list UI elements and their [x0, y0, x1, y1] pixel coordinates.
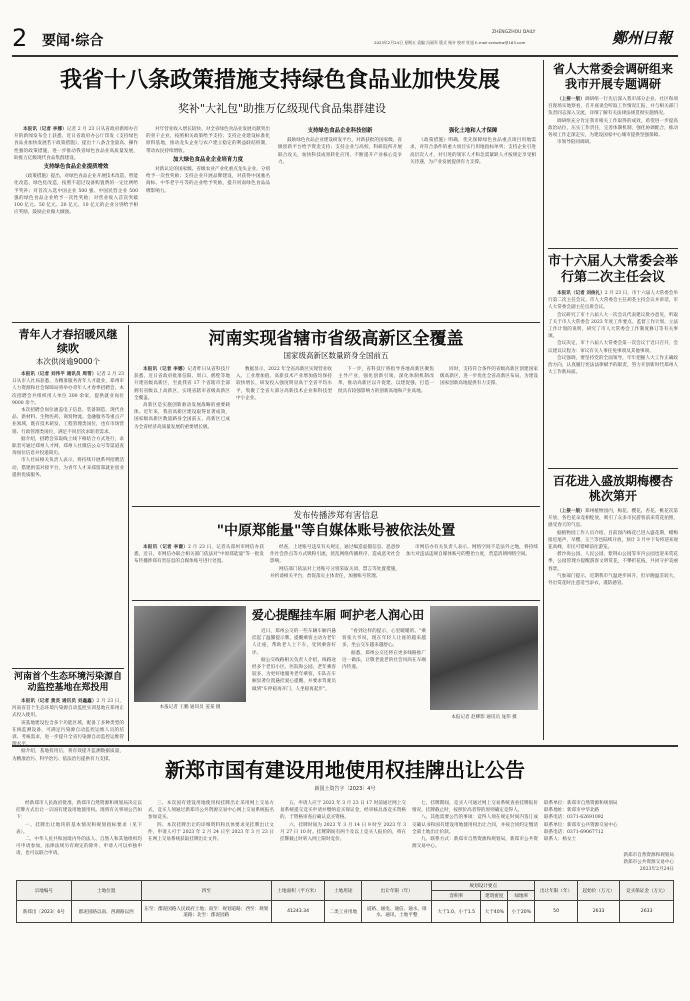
table-cell: 小于20%	[508, 901, 535, 923]
table-header: 建筑密度	[481, 891, 508, 901]
lead-subhead: 奖补"大礼包"助推万亿级现代食品集群建设	[177, 102, 387, 115]
lead-subtitle-2: 加大绿色食品业企业培育力度	[172, 156, 244, 163]
table-cell: 东至：郡泥园路人民政府土地；南至：规划道路；西至：规划道路；北至：郡泥园路	[141, 901, 271, 923]
zones-body-col-4: 同时，支持符合条件的省级高新区创建国家级高新区，进一步优化全省高新区布局，为建设国家创新高地提供有力支撑。	[440, 367, 538, 387]
zones-body-col-2: 数据显示，2022 年全省高新区实现营业收入、工业增加值、高新技术产业增加值均保持较快增长，研发投入强度明显高于全省平均水平，集聚了全省大部分高新技术企业和科技型中小企业。	[236, 367, 332, 401]
env-body: 本报讯（记者 黄灵 通讯员 刘鑫鑫）2 月 23 日，河南省首个生态环境污染源自动监控实训基地在郑州正式投入使用。 该基地建设包含多个功能区域，配备了多种类型的在线监测设备，可满足污染源自动监控运维人员的培训、考核需求，进一步提升全省污染源自动监控运维管 据介绍，基地投用后，将有效提升监测数据质量，为精准治污、科学治污、依法治污提供有力支撑。	[12, 699, 124, 762]
network-body-col-1: 本报讯（记者 李谦）2 月 23 日，记者从郑州市网信办获悉，近日，市网信办联合相关部门依法对"中原郑能量"等一批发布传播涉郑有害信息的自媒体账号进行处置。	[134, 545, 264, 565]
table-cell: 大于40%	[481, 901, 508, 923]
lead-article	[12, 60, 540, 320]
table-header: 土地用途	[325, 881, 362, 901]
lead-subtitle-4: 强化土地和人才保障	[448, 128, 498, 134]
lead-paragraph: 鼓励绿色食品企业建设研发平台，对新获批的国家级、省级创新平台给予资金支持；支持企业与高校、科研院所开展联合攻关，加快科技成果转化应用，不断提升产业核心竞争力。	[278, 138, 402, 165]
table-header: 绿地率	[508, 891, 535, 901]
lead-body-col-3	[278, 126, 402, 316]
elder-article	[132, 604, 540, 742]
network-body-col-2: 经查，上述账号违反有关规定，通过编造虚假信息、恶意炒作社会热点等方式吸粉引流，扰乱网络传播秩序，造成恶劣社会影响。 网信部门依法对上述账号分别采取关闭、禁言等处置措施，并约谈相关平台，督促落实主体责任，加强账号管理。	[270, 545, 400, 579]
zones-body-col-1: 本报讯（记者 李娜）记者昨日从省科技厅获悉，近日省政府批准信阳、周口、鹤壁等地升建省级高新区，至此我省 17 个省辖市全部拥有省级以上高新区，实现省辖市省级高新区全覆盖。 高新区是实施创新驱动发展战略的重要载体。近年来，我省高新区建设取得显著成效，国家级高新区数量跻身全国前五，高新区已成为全省经济高质量发展的重要增长极。	[134, 367, 230, 430]
notice-issuer: 新郑市自然资源和规划局 新郑市公共资源交易中心 2023年2月24日	[623, 853, 674, 873]
elder-body-col-1: 近日，郑州公交的一些车辆车厢内悬挂起了温馨提示牌，提醒乘客主动为老年人让座，帮助老人上下车，受到乘客好评。 据公交线路相关负责人介绍，线路途经多个老旧小区、医院和公园，老年乘客较多，为更好地服务老年乘客，车队在车厢显著位置悬挂爱心提醒，并要求驾驶员做到"车停稳再开门、人坐稳再起步"。	[252, 629, 336, 692]
side-article-mid	[548, 254, 678, 466]
issue-line: 2023年2月24日 星期五 责编 冯丽军 版式 杨卉 校对 杜旭 E-mail:zzrbzhw@163.com	[374, 40, 526, 45]
table-header: 土地面积（平方米）	[271, 881, 325, 901]
table-header: 起始价（万元）	[577, 881, 619, 901]
news-photo	[430, 606, 538, 710]
notice-headline: 新郑市国有建设用地使用权挂牌出让公告	[165, 758, 525, 782]
photo-credit: 本报记者 赵柳影 通讯员 晁伟 摄	[451, 715, 517, 720]
paper-pinyin: ZHENGZHOU DAILY	[492, 30, 536, 35]
table-cell: 道路、通电、通信、通水、排水、通讯、土地平整	[362, 901, 432, 923]
network-kicker: 发布传播涉郑有害信息	[293, 511, 379, 521]
env-article	[12, 672, 124, 762]
zones-headline: 河南实现省辖市省级高新区全覆盖	[208, 329, 464, 349]
column-divider	[543, 60, 544, 740]
side-bottom-headline: 百花进入盛放期梅樱杏桃次第开	[552, 474, 673, 503]
lead-paragraph: 对年营业收入增长较快、对全省绿色食品业发展贡献突出的骨干企业，按照相关政策给予支持；支持企业建设标准化原料基地，推动龙头企业与农户建立稳定的利益联结机制，带动农民持续增收。	[146, 127, 270, 154]
jobs-article	[12, 328, 124, 664]
side-mid-body: 本报讯（记者 刘俊礼）2 月 23 日，市十六届人大常委会举行第二次主任会议。市人大常委会主任胡荃主持会议并讲话，市人大常委会副主任出席会议。 会议研究了市十六届人大一次会议代表建议批办意见，听取了关于市人大常委会 2023 年度工作要点、监督工作计划、立法工作计划的说明，研究了市人大常委会工作制度修订等有关事项。 会议决定，市十六届人大常委会第一次会议于近日召开，会议建议议程为：审议有关人事任免事项及其他事项。 会议强调，要坚持党的全面领导，牢牢把握人大工作正确政治方向，认真履行宪法法律赋予的职责，努力开创新时代郑州人大工作新局面。	[548, 291, 678, 376]
side-article-top	[548, 62, 678, 246]
elder-headline: 爱心提醒挂车厢 呵护老人润心田	[251, 608, 425, 622]
zones-body-col-3: 下一步，省科技厅将指导各地高新区聚焦主导产业，强化创新引领，深化体制机制改革，推动高新区以升促建、以建促强，打造一批具有较强影响力的创新高地和产业高地。	[338, 367, 434, 394]
env-headline: 河南首个生态环境污染源自动监控基地在郑投用	[13, 672, 122, 693]
notice-body-col-2: 三、本次国有建设用地使用权挂牌出让采用网上交易方式，竞买人须通过新郑市公共资源交易中心网上交易系统报名参加竞买。 四、本次挂牌出让的详细资料和具体要求见挂牌出让文件，申请人可于 2023 年 2 月 24 日至 2023 年 3 月 23 日在网上交易系统获取挂牌出让文件。	[148, 801, 274, 843]
side-article-bottom	[548, 474, 678, 740]
table-cell: 41243.34	[271, 901, 325, 923]
column-divider	[128, 325, 129, 741]
table-cell: 50	[535, 901, 577, 923]
table-header: 四至	[141, 881, 271, 901]
side-bottom-body: （上接一版）郑州植物园内，梅花、樱花、杏花、桃花次第开放，各色花朵竞相绽放，吸引了众多市民游客前来赏花拍照，感受春天的气息。 据植物园工作人员介绍，目前园内梅花已进入盛花期，蜡梅接近尾声，早樱、玉兰等也陆续开放，预计 3 月中下旬将迎来观花高峰，市民可错峰前往游览。 碧沙岗公园、人民公园、紫荆山公园等市内公园也迎来赏花季，公园管理方提醒游客文明赏花，不攀折花枝，共同守护美丽春景。 气象部门提示，近期我市气温逐步回升，但早晚温差较大，外出赏花时注意适当添衣，谨防感冒。	[548, 509, 678, 587]
network-article	[132, 510, 540, 598]
notice-contacts: 联系单位：新郑市自然资源和规划局 联系地址：新郑市中华北路 联系电话：0371-62691092 联系单位：新郑市公共资源交易中心 联系电话：0371-69067712 联系人：杨女士	[544, 801, 618, 843]
jobs-headline: 青年人才春招暖风继续吹	[18, 328, 118, 355]
notice-number: 新国土资告字〔2023〕4号	[314, 786, 376, 792]
table-cell: 2633	[577, 901, 619, 923]
news-photo	[134, 606, 246, 702]
side-top-body: （上接一版）调研组一行先后深入我市部分企业、社区和项目现场实地察看，召开座谈会听取工作情况汇报，并与相关部门负责同志深入交流，详细了解有关法律法规贯彻实施情况。 调研组充分肯定我市相关工作取得的成效，希望进一步提高政治站位，压实工作责任，完善体制机制，强化协调配合，推动各项工作走深走实，为建设国家中心城市提供坚强保障。 市领导陪同调研。	[548, 97, 678, 146]
land-table	[16, 880, 674, 923]
jobs-subhead: 本次供岗逾9000个	[35, 357, 101, 366]
side-mid-headline: 市十六届人大常委会举行第二次主任会议	[548, 254, 679, 285]
lead-headline: 我省十八条政策措施支持绿色食品业加快发展	[59, 68, 500, 93]
zones-subhead: 国家级高新区数量跻身全国前五	[283, 351, 389, 360]
table-header: 容积率	[432, 891, 481, 901]
header-rule	[12, 55, 678, 57]
jobs-body: 本报讯（记者 刘伟平 通讯员 周雪）记者 2 月 23 日从市人社局获悉，为精准服务青年人才就业，郑州市人力资源和社会保障局将举办青年人才春季招聘会，本次招聘会共组织用人单位 300 余家，提供就业岗位 9000 余个。 本次招聘会岗位涵盖电子信息、装备制造、现代食品、新材料、生物医药、商贸物流、金融服务等重点产业领域，既有技术研发、工程管理类岗位，也有市场营销、行政管理类岗位，满足不同层次求职者需求。 据介绍，招聘会采取线上线下相结合方式进行，求职者可通过郑州人才网、郑州人社微信公众号等渠道查询岗位信息并投递简历。 市人社局相关负责人表示，将持续开展系列招聘活动，搭建供需对接平台，为青年人才来郑留郑就业创业提供优质服务。	[12, 372, 124, 478]
lead-paragraph: 《政策措施》提出，对绿色食品企业开展技术改造、智能化改造、绿色化改造，按照不超过设备购置费的一定比例给予奖补；对首次入选中国企业 500 强、中国民营企业 500 强的绿色食品企业给予一次性奖励；对营业收入首次突破 100 亿元、50 亿元、20 亿元、10 亿元的企业分别给予相应奖励，鼓励企业做大做强。	[14, 174, 138, 216]
lead-paragraph: 对新认定的国家级、省级农业产业化重点龙头企业，分别给予一次性奖励；支持企业开展品牌建设，对获得中国驰名商标、中华老字号等的企业给予奖励，提升河南绿色食品品牌影响力。	[146, 167, 270, 194]
side-divider	[548, 248, 678, 249]
table-cell: 郡泥园路以南、西湖路以西	[71, 901, 141, 923]
lead-paragraph: 《政策措施》明确，优先保障绿色食品重点项目用地需求，对符合条件的重大项目实行用地指标单列；支持企业引进高层次人才，对引进的领军人才和急需紧缺人才按规定享受相关待遇，为产业发展提供有力支撑。	[410, 138, 536, 165]
lead-body-col-2	[146, 126, 270, 316]
land-notice	[12, 750, 678, 996]
side-top-headline: 省人大常委会调研组来我市开展专题调研	[552, 62, 673, 91]
table-header: 宗地编号	[17, 881, 72, 901]
page-header	[12, 24, 678, 52]
table-header: 竞买保证金（万元）	[620, 881, 674, 901]
lead-subtitle-1: 支持绿色食品企业提质增效	[43, 164, 109, 171]
notice-body-col-1: 经新郑市人民政府批准，新郑市自然资源和规划局决定以挂牌方式出让一宗国有建设用地使用权。现将有关事项公告如下： 一、挂牌出让地块的基本情况和规划指标要求（见下表）。 二、中华人民共和国境内外的法人、自然人和其他组织均可申请参加，法律法规另有规定的除外，申请人可以单独申请，也可以联合申请。	[16, 801, 142, 857]
lead-byline: 本报讯（记者 李娜）	[23, 127, 67, 132]
table-cell: 二类工业用地	[325, 901, 362, 923]
table-header: 土地位置	[71, 881, 141, 901]
network-headline: "中原郑能量"等自媒体账号被依法处置	[216, 523, 456, 539]
table-cell: 大于1.0、小于1.5	[432, 901, 481, 923]
jobs-divider	[12, 668, 124, 669]
notice-top-rule	[12, 745, 678, 747]
elder-body-col-2: "看到这样的提示，心里暖暖的。"乘客张大爷说，现在年轻人让座的越来越多，坐公交车越来越舒心。 据悉，郑州公交还将在更多线路推广这一做法，让敬老爱老的社会风尚在车厢内传递。	[342, 629, 426, 671]
lead-body-col-1: 本报讯（记者 李娜）记者 2 月 23 日从省政府新闻办召开的新闻发布会上获悉，近日省政府办公厅印发《支持绿色食品业加快发展若干政策措施》，提出十八条含金量高、操作性强的政策措施，进一步推动我省绿色食品业高质量发展，助推万亿级现代食品集群建设。 支持绿色食品企业提质增效 《政策措施》提出，对绿色食品企业开展技术改造、智能化改造、绿色化改造，按照不超过设备购置费的一定比例给予奖补；对首次入选中国企业 500 强、中国民营企业 500 强的绿色食品企业给予一次性奖励；对营业收入首次突破 100 亿元、50 亿元、20 亿元、10 亿元的企业分别给予相应奖励，鼓励企业做大做强。	[14, 127, 138, 216]
section-name: 要闻·综合	[42, 33, 104, 49]
lead-body-col-4	[410, 126, 536, 316]
network-divider	[132, 600, 540, 601]
lead-subtitle-3: 支持绿色食品企业科技创新	[307, 128, 373, 134]
network-body-col-3: 市网信办有关负责人表示，网络空间不是法外之地，将持续加大对违法违规自媒体账号的整治力度，营造清朗网络空间。	[406, 545, 538, 558]
table-header: 出让年限（年）	[362, 881, 432, 901]
side-divider	[548, 468, 678, 469]
table-cell: 新郑出〔2023〕6号	[17, 901, 72, 923]
notice-body-col-4: 七、挂牌期间，竞买人可通过网上交易系统查看挂牌报价情况，挂牌截止时，按照价高者得的原则确定竞得人。 八、其他需要公告的事项：竞得人须在规定时间内签订成交确认书和国有建设用地使用权出让合同，并按合同约定缴清全部土地出让价款。 九、联系方式：新郑市自然资源和规划局、新郑市公共资源交易中心。	[412, 801, 538, 850]
page-number: 2	[12, 24, 28, 52]
zones-divider	[132, 506, 540, 507]
section-divider	[12, 322, 540, 323]
table-header: 规划设计要点	[432, 881, 535, 891]
masthead-logo: 鄭州日報	[612, 29, 673, 47]
zones-article	[132, 326, 540, 504]
table-header: 出让年限（年）	[535, 881, 577, 901]
notice-body-col-3: 五、申请人应于 2023 年 3 月 23 日 17 时前通过网上交易系统提交竞买申请并缴纳竞买保证金，经审核具备竞买资格的，于资格审查后确认竞买资格。 六、挂牌时间为 2023 年 3 月 14 日 9 时至 2023 年 3 月 27 日 10 时。挂牌期间有两个及以上竞买人报价的，将在挂牌截止时转入网上限时竞价。	[280, 801, 406, 843]
photo-caption: 本报记者 王鹏 通讯员 姜某 摄	[159, 705, 221, 710]
table-cell: 2633	[620, 901, 674, 923]
table-row	[17, 901, 674, 923]
